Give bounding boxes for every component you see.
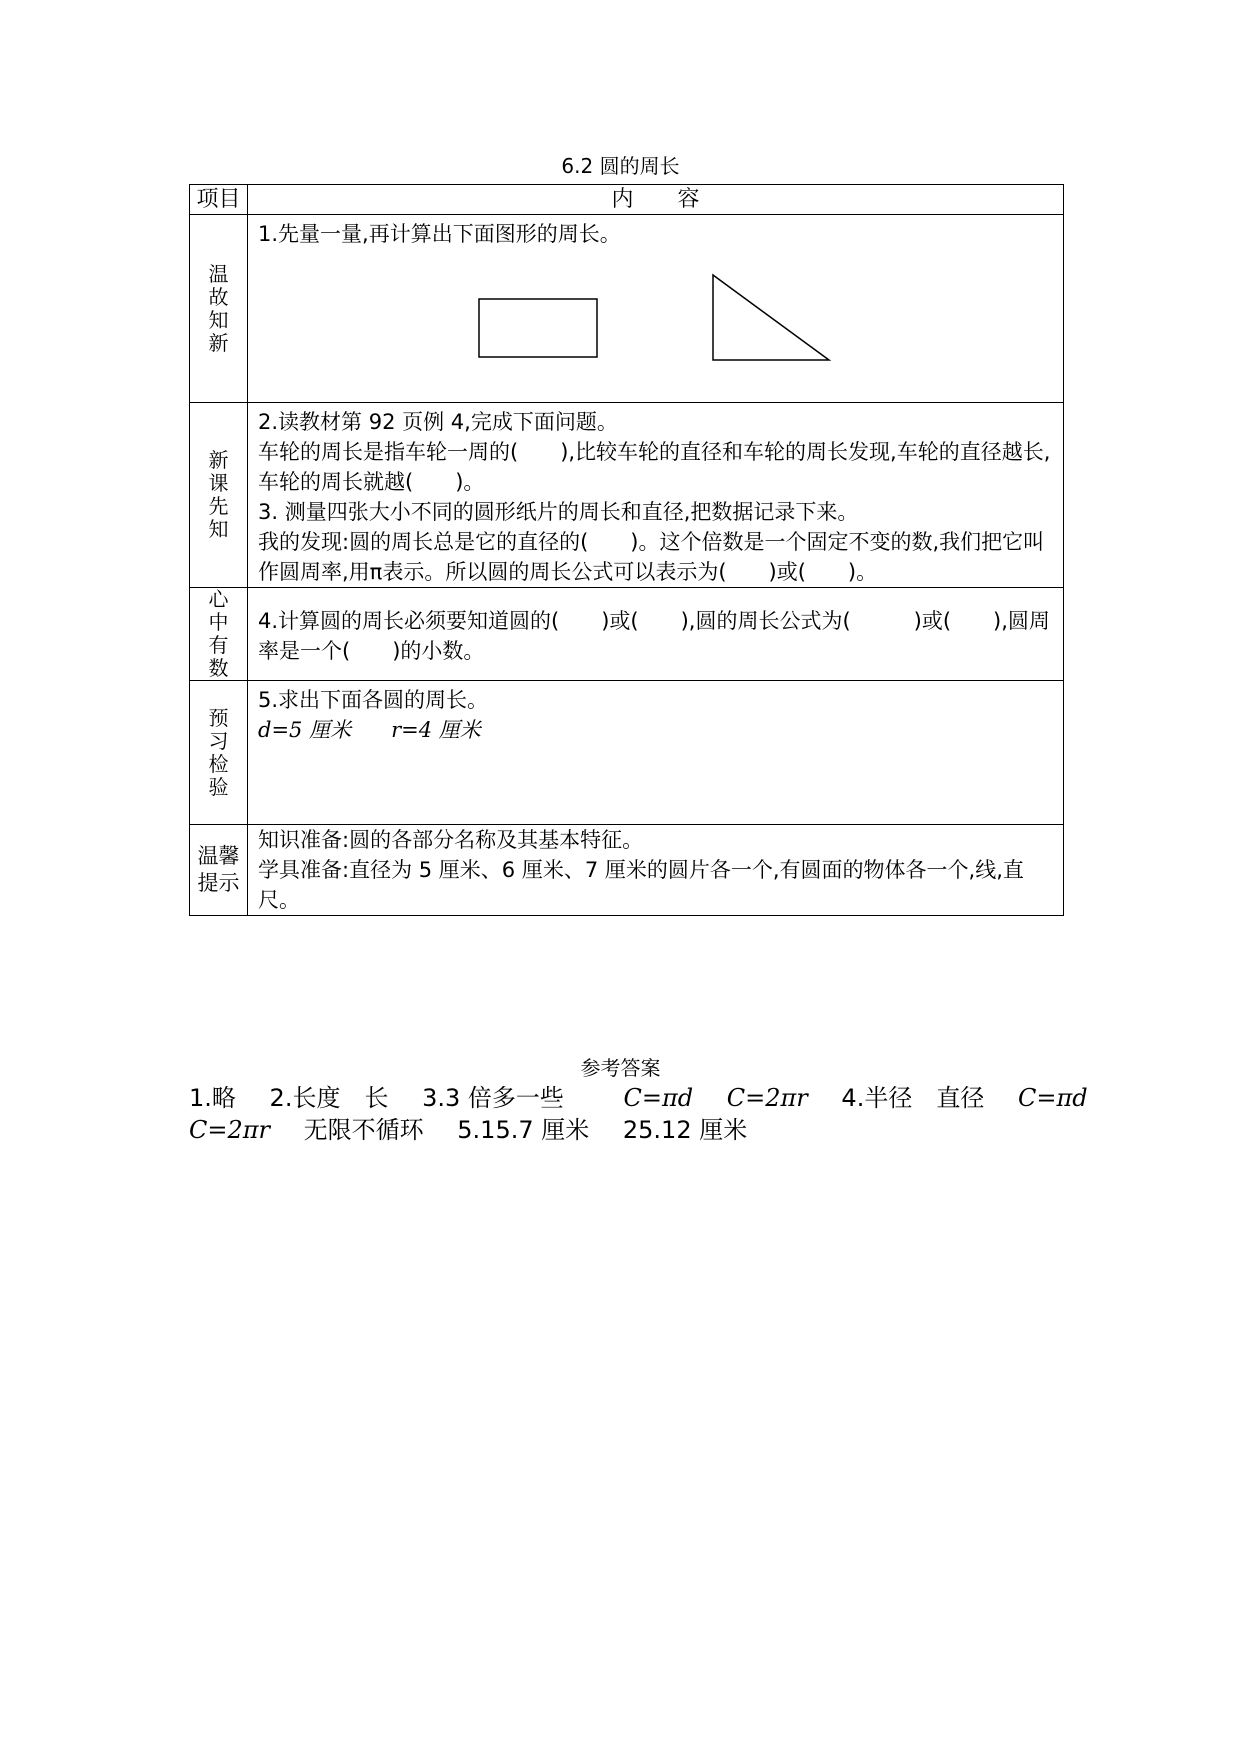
answer-formula: C=πd [623,1084,694,1112]
row-label-review: 温 故 知 新 [190,215,248,403]
header-content: 内容 [248,185,1064,215]
triangle-figure [713,275,829,360]
rectangle-figure [479,299,597,357]
given-radius: r=4 厘米 [391,718,481,742]
question-3: 3. 测量四张大小不同的圆形纸片的周长和直径,把数据记录下来。 [258,500,859,524]
row-label-check: 预 习 检 验 [190,681,248,825]
row-content-know [248,588,1064,681]
table-row [190,588,1064,681]
question-5: 5.求出下面各圆的周长。 [258,688,489,712]
answer-body [189,1082,1088,1146]
row-label-know: 心 中 有 数 [190,588,248,681]
answer-item: 4.半径 直径 [841,1084,985,1112]
worksheet-table [189,184,1064,916]
row-label-preview: 新 课 先 知 [190,403,248,588]
figures [258,249,1053,395]
page-title: 6.2 圆的周长 [561,154,680,178]
question-2: 2.读教材第 92 页例 4,完成下面问题。 [258,410,618,434]
question-1: 1.先量一量,再计算出下面图形的周长。 [258,222,621,246]
question-5-given [258,715,1053,745]
figures-svg [258,249,1058,395]
row-content-check [248,681,1064,825]
table-row [190,825,1064,916]
answer-item: 2.长度 长 [269,1084,389,1112]
row-content-preview [248,403,1064,588]
answer-formula: C=2πr [726,1084,808,1112]
row-label-tips: 温馨 提示 [190,825,248,916]
answer-item: 3.3 倍多一些 [422,1084,564,1112]
table-row [190,215,1064,403]
question-3-text: 我的发现:圆的周长总是它的直径的( )。这个倍数是一个固定不变的数,我们把它叫作圆周率,用π表示。所以圆的周长公式可以表示为( )或( )。 [258,530,1045,584]
tools-prep: 学具准备:直径为 5 厘米、6 厘米、7 厘米的圆片各一个,有圆面的物体各一个,线,直尺。 [258,858,1024,912]
header-item: 项目 [190,185,248,215]
table-row [190,681,1064,825]
answer-item: 5.15.7 厘米 [457,1116,590,1144]
answer-item: 1.略 [189,1084,236,1112]
table-row [190,403,1064,588]
row-content-review [248,215,1064,403]
answer-formula: C=2πr [189,1116,270,1144]
answer-formula: C=πd [1017,1084,1088,1112]
answer-line-1 [189,1082,1088,1114]
answer-item: 无限不循环 [303,1116,424,1144]
table-header-row [190,185,1064,215]
given-diameter: d=5 厘米 [258,718,352,742]
knowledge-prep: 知识准备:圆的各部分名称及其基本特征。 [258,828,644,852]
answer-item: 25.12 厘米 [622,1116,748,1144]
answer-title: 参考答案 [580,1056,661,1080]
answer-line-2 [189,1114,1069,1146]
row-content-tips [248,825,1064,916]
question-4: 4.计算圆的周长必须要知道圆的( )或( ),圆的周长公式为( )或( ),圆周率是一个( )的小数。 [258,609,1050,663]
question-2-text: 车轮的周长是指车轮一周的( ),比较车轮的直径和车轮的周长发现,车轮的直径越长,车轮的周长就越( )。 [258,440,1051,494]
